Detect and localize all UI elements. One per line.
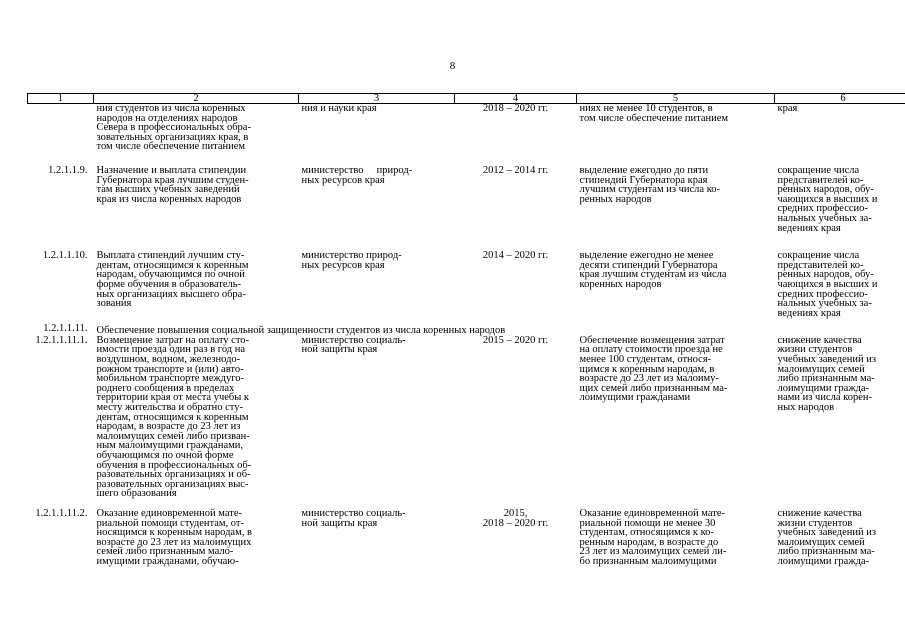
text-line: щих семей либо признанным ма- — [579, 382, 728, 394]
table-row — [28, 251, 905, 318]
text-line: 2012 – 2014 гг. — [482, 164, 549, 176]
text-line: десяти стипендий Губернатора — [579, 259, 718, 271]
text-line: том числе обеспечение питанием — [96, 141, 246, 153]
text-line: рожном транспорте и (или) авто- — [96, 363, 244, 375]
text-line: народов на отделениях народов — [96, 112, 238, 124]
consequence-text — [775, 336, 905, 499]
table-row — [28, 509, 905, 567]
text-line: Севера в профессиональных обра- — [96, 122, 251, 134]
text-line: учебных заведений из — [777, 354, 877, 366]
text-line: выделение ежегодно до пяти — [579, 164, 709, 176]
text-line: менее 100 студентам, относя- — [579, 354, 712, 366]
text-line: лоимущими гражда- — [777, 382, 870, 394]
text-line: выделение ежегодно не менее — [579, 250, 714, 262]
section-heading: Обеспечение повышения социальной защищенности студентов из числа коренных народов — [96, 325, 506, 337]
text-line: зовательных организациях края, в — [96, 131, 249, 143]
text-line: малоимущих семей — [777, 363, 865, 375]
period-text — [455, 104, 577, 152]
text-line: ных ресурсов края — [301, 174, 385, 186]
text-line: народам, обучающимся по очной — [96, 269, 245, 281]
text-line: министерство социаль- — [301, 334, 406, 346]
text-line: средних профессио- — [777, 203, 868, 215]
table-row — [28, 104, 905, 152]
period-text — [455, 509, 577, 567]
text-line: министерство природ- — [301, 250, 402, 262]
text-line: Обеспечение возмещения затрат — [579, 334, 725, 346]
text-line: либо признанным ма- — [777, 373, 875, 385]
text-line: возрасте до 23 лет из малоиму- — [579, 373, 719, 385]
text-line: ния студентов из числа коренных — [96, 103, 246, 114]
text-line: месту жительства и обратно сту- — [96, 402, 243, 414]
text-line: ной защиты края — [301, 344, 378, 356]
column-header: 6 — [775, 94, 905, 104]
result-text — [577, 251, 775, 318]
spacer-cell — [28, 233, 905, 251]
text-line: Губернатора края лучшим студен- — [96, 174, 249, 186]
measure-text — [94, 336, 299, 499]
text-line: риальной помощи студентам, от- — [96, 517, 244, 529]
text-line: чающихся в высших и — [777, 193, 878, 205]
executor-text — [299, 509, 455, 567]
text-line: Назначение и выплата стипендии — [96, 164, 247, 176]
text-line: ниях не менее 10 студентов, в — [579, 103, 713, 114]
consequence-text — [775, 251, 905, 318]
text-line: нальных учебных за- — [777, 298, 872, 310]
text-line: территории края от места учебы к — [96, 392, 250, 404]
text-line: лоимущими гражда- — [777, 555, 870, 567]
table-row — [28, 166, 905, 233]
text-line: ведениях края — [777, 222, 841, 234]
text-line: края — [777, 103, 798, 114]
text-line: ведениях края — [777, 307, 841, 319]
text-line: лоимущими гражданами — [579, 392, 691, 404]
text-line: народам, в возрасте до 23 лет из — [96, 421, 241, 433]
text-line: 2014 – 2020 гг. — [482, 250, 549, 262]
consequence-text — [775, 509, 905, 567]
text-line: имости проезда один раз в год на — [96, 344, 246, 356]
text-line: чающихся в высших и — [777, 278, 878, 290]
text-line: сокращение числа — [777, 164, 860, 176]
text-line: представителей ко- — [777, 259, 864, 271]
text-line: студентам, относящимся к ко- — [579, 527, 714, 539]
text-line: там высших учебных заведений — [96, 184, 240, 196]
text-line: щимся к коренным народам, в — [579, 363, 715, 375]
period-text — [455, 251, 577, 318]
text-line: ния и науки края — [301, 103, 377, 114]
text-line: 1.2.1.1.11.1. — [35, 334, 88, 346]
measure-text — [94, 166, 299, 233]
text-line: на оплату стоимости проезда не — [579, 344, 723, 356]
row-number — [28, 251, 94, 318]
executor-text — [299, 251, 455, 318]
text-line: коренных народов — [579, 278, 662, 290]
text-line: разовательных организациях выс- — [96, 478, 249, 490]
column-number-row — [28, 94, 905, 104]
consequence-text — [775, 104, 905, 152]
page-number: 8 — [449, 60, 456, 72]
text-line: воздушном, водном, железнодо- — [96, 354, 241, 366]
text-line: либо признанным ма- — [777, 546, 875, 558]
result-text — [577, 104, 775, 152]
text-line: Оказание единовременной мате- — [579, 507, 725, 519]
executor-text — [299, 104, 455, 152]
text-line: мобильном транспорте междуго- — [96, 373, 245, 385]
text-line: края из числа коренных народов — [96, 193, 242, 205]
text-line: средних профессио- — [777, 288, 868, 300]
text-line: малоимущих семей либо призван- — [96, 430, 250, 442]
text-line: 23 лет из малоимущих семей ли- — [579, 546, 727, 558]
text-line: риальной помощи не менее 30 — [579, 517, 716, 529]
text-line: нальных учебных за- — [777, 212, 872, 224]
text-line: носящимся к коренным народам, в — [96, 527, 252, 539]
text-line: шего образования — [96, 488, 177, 500]
text-line: ренных народов, обу- — [777, 269, 874, 281]
executor-text — [299, 166, 455, 233]
text-line: ных ресурсов края — [301, 259, 385, 271]
text-line: Оказание единовременной мате- — [96, 507, 242, 519]
text-line: 2018 – 2020 гг. — [482, 103, 549, 114]
column-header: 5 — [577, 94, 775, 104]
row-number — [28, 336, 94, 499]
text-line: дентам, относящимся к коренным — [96, 411, 249, 423]
text-line: дентам, относящимся к коренным — [96, 259, 249, 271]
text-line: возрасте до 23 лет из малоимущих — [96, 536, 252, 548]
text-line: 2015, — [503, 507, 528, 519]
row-spacer — [28, 233, 905, 251]
text-line: зования — [96, 298, 132, 310]
consequence-text — [775, 166, 905, 233]
result-text — [577, 166, 775, 233]
table-row — [28, 336, 905, 499]
text-line: 1.2.1.1.9. — [48, 164, 88, 176]
text-line: 1.2.1.1.11. — [43, 323, 88, 335]
text-line: 1.2.1.1.11.2. — [35, 507, 88, 519]
text-line: ной защиты края — [301, 517, 378, 529]
text-line: снижение качества — [777, 507, 862, 519]
period-text — [455, 166, 577, 233]
measures-table — [27, 93, 905, 567]
text-line: стипендий Губернатора края — [579, 174, 708, 186]
measure-text — [94, 509, 299, 567]
text-line: том числе обеспечение питанием — [579, 112, 729, 124]
text-line: жизни студентов — [777, 517, 853, 529]
text-line: разовательных организациях и об- — [96, 469, 251, 481]
text-line: ных организациях высшего обра- — [96, 288, 246, 300]
text-line: ных народов — [777, 402, 835, 414]
row-number — [28, 166, 94, 233]
row-number — [28, 509, 94, 567]
column-header: 1 — [28, 94, 94, 104]
column-header: 3 — [299, 94, 455, 104]
text-line: 2015 – 2020 гг. — [482, 334, 549, 346]
text-line: форме обучения в образователь- — [96, 278, 242, 290]
spacer-cell — [28, 152, 905, 166]
text-line: ренным народам, в возрасте до — [579, 536, 719, 548]
period-text — [455, 336, 577, 499]
result-text — [577, 336, 775, 499]
text-line: 1.2.1.1.10. — [42, 250, 88, 262]
text-line: лучшим студентам из числа ко- — [579, 184, 721, 196]
row-number — [28, 104, 94, 152]
text-line: бо признанным малоимущими — [579, 555, 717, 567]
text-line: сокращение числа — [777, 250, 860, 262]
row-spacer — [28, 152, 905, 166]
text-line: Возмещение затрат на оплату сто- — [96, 334, 250, 346]
text-line: министерство социаль- — [301, 507, 406, 519]
text-line: обучения в профессиональных об- — [96, 459, 252, 471]
text-line: края лучшим студентам из числа — [579, 269, 727, 281]
text-line: нами из числа корен- — [777, 392, 872, 404]
text-line: обучающимся по очной форме — [96, 450, 234, 461]
text-line: снижение качества — [777, 334, 862, 346]
text-line: малоимущих семей — [777, 536, 865, 548]
column-header: 4 — [455, 94, 577, 104]
text-line: имущими гражданами, обучаю- — [96, 555, 239, 567]
column-header: 2 — [94, 94, 299, 104]
text-line: семей либо признанным мало- — [96, 546, 234, 558]
measure-text — [94, 251, 299, 318]
text-line: Выплата стипендий лучшим сту- — [96, 250, 245, 262]
text-line: учебных заведений из — [777, 527, 877, 539]
text-line: роднего сообщения в пределах — [96, 382, 235, 394]
text-line: ренных народов — [579, 193, 652, 205]
text-line: ным малоимущими гражданами, — [96, 440, 244, 452]
text-line: представителей ко- — [777, 174, 864, 186]
executor-text — [299, 336, 455, 499]
measure-text — [94, 104, 299, 152]
text-line: министерство природ- — [301, 164, 413, 176]
text-line: ренных народов, обу- — [777, 184, 874, 196]
text-line: жизни студентов — [777, 344, 853, 356]
text-line: 2018 – 2020 гг. — [482, 517, 549, 529]
result-text — [577, 509, 775, 567]
